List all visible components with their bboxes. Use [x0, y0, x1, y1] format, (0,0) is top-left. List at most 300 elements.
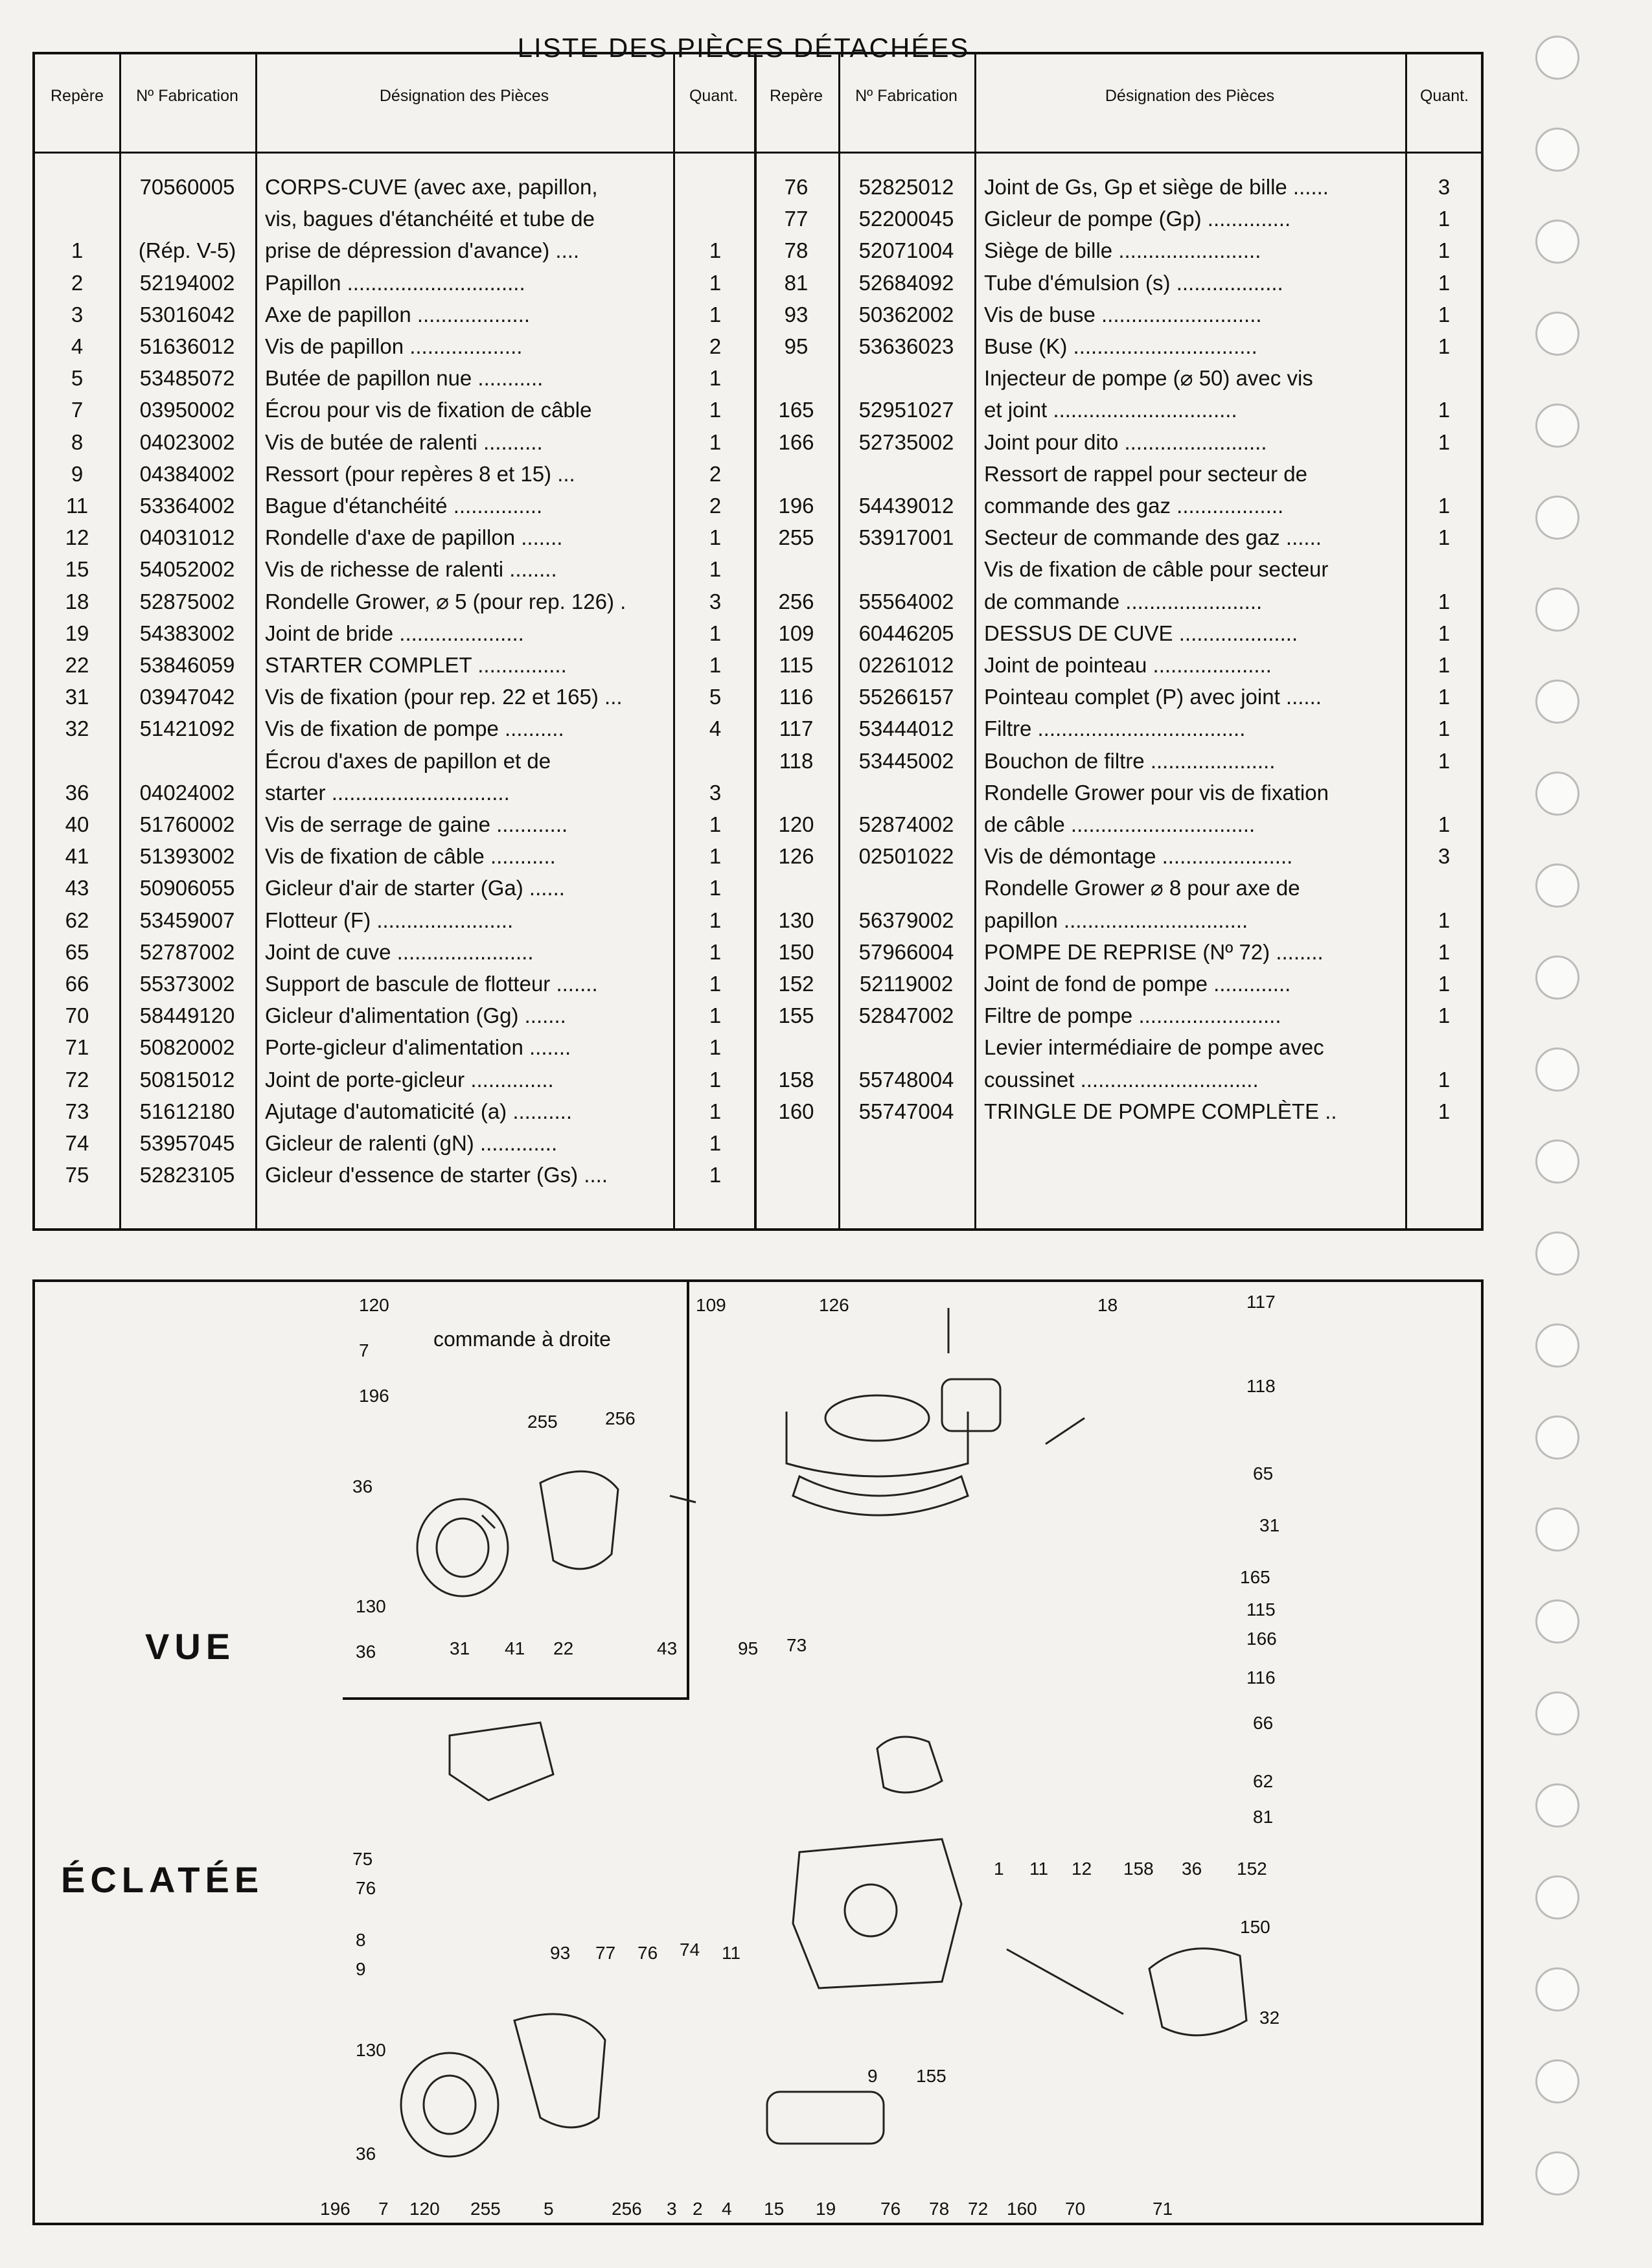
designation-cell: Gicleur de pompe (Gp) ..............	[984, 207, 1291, 231]
quantity-cell: 1	[1438, 653, 1451, 677]
callout: 3	[667, 2199, 677, 2219]
callout: 196	[359, 1386, 389, 1406]
quantity-cell: 1	[709, 621, 722, 645]
binder-hole	[1535, 36, 1579, 80]
designation-cell: commande des gaz ..................	[984, 494, 1284, 518]
quantity-cell: 1	[1438, 1067, 1451, 1092]
fabrication-cell: 53917001	[858, 525, 954, 550]
fabrication-cell: 53957045	[139, 1131, 235, 1155]
quantity-cell: 1	[709, 430, 722, 454]
callout: 72	[968, 2199, 989, 2219]
callout: 36	[1182, 1859, 1202, 1879]
fabrication-cell: 53016042	[139, 302, 235, 326]
fabrication-cell: 52787002	[139, 939, 235, 964]
designation-cell: Joint pour dito ........................	[984, 430, 1267, 454]
fabrication-cell: 50906055	[139, 876, 235, 900]
callout: 15	[764, 2199, 785, 2219]
fabrication-cell: 02501022	[858, 844, 954, 869]
callout: 255	[527, 1412, 558, 1432]
repere-cell: 62	[65, 908, 89, 932]
designation-cell: Bouchon de filtre .....................	[984, 748, 1276, 773]
fabrication-cell: 55373002	[139, 972, 235, 996]
view-label: VUE	[145, 1626, 236, 1667]
quantity-cell: 1	[1438, 812, 1451, 836]
fabrication-cell: 58449120	[139, 1003, 235, 1028]
fabrication-cell: 52823105	[139, 1163, 235, 1187]
callout: 95	[738, 1638, 759, 1658]
designation-cell: Bague d'étanchéité ...............	[265, 494, 543, 518]
body-drawing	[793, 1839, 961, 1988]
repere-cell: 165	[778, 398, 814, 422]
designation-cell: Filtre de pompe ........................	[984, 1003, 1281, 1028]
repere-cell: 66	[65, 972, 89, 996]
quantity-cell: 1	[1438, 398, 1451, 422]
quantity-cell: 2	[709, 461, 722, 486]
callout: 65	[1253, 1463, 1274, 1483]
fabrication-cell: 51421092	[139, 716, 235, 741]
binder-hole	[1535, 1231, 1579, 1276]
callout: 19	[816, 2199, 836, 2219]
quantity-cell: 1	[709, 939, 722, 964]
binder-hole	[1535, 1875, 1579, 1919]
quantity-cell: 1	[709, 876, 722, 900]
callout: 120	[409, 2199, 440, 2219]
quantity-cell: 1	[709, 238, 722, 263]
callout: 120	[359, 1295, 389, 1315]
callout: 165	[1240, 1567, 1270, 1587]
float-drawing	[877, 1737, 942, 1793]
binder-hole	[1535, 680, 1579, 724]
callout: 109	[696, 1295, 726, 1315]
quantity-cell: 1	[1438, 972, 1451, 996]
fabrication-cell: 53636023	[858, 334, 954, 358]
binder-hole	[1535, 1783, 1579, 1827]
fabrication-cell: 50362002	[858, 302, 954, 326]
designation-cell: de câble ...............................	[984, 812, 1256, 836]
quantity-cell: 1	[1438, 589, 1451, 613]
repere-cell: 109	[778, 621, 814, 645]
quantity-cell: 2	[709, 334, 722, 358]
repere-cell: 65	[65, 939, 89, 964]
callout: 36	[356, 2144, 376, 2164]
repere-cell: 31	[65, 685, 89, 709]
quantity-cell: 1	[1438, 238, 1451, 263]
fabrication-cell: 52874002	[858, 812, 954, 836]
designation-cell: Secteur de commande des gaz ......	[984, 525, 1322, 550]
quantity-cell: 1	[709, 812, 722, 836]
designation-cell: DESSUS DE CUVE ....................	[984, 621, 1298, 645]
header-quantite: Quant.	[689, 87, 739, 105]
designation-cell: et joint ...............................	[984, 398, 1237, 422]
binder-hole	[1535, 772, 1579, 816]
callout: 2	[693, 2199, 703, 2219]
callout: 9	[356, 1959, 366, 1979]
binder-hole	[1535, 1599, 1579, 1644]
designation-cell: Ressort de rappel pour secteur de	[984, 461, 1307, 486]
quantity-cell: 3	[709, 780, 722, 805]
repere-cell: 43	[65, 876, 89, 900]
lower-spring-drawing	[401, 2053, 498, 2157]
callout: 8	[356, 1930, 366, 1950]
designation-cell: CORPS-CUVE (avec axe, papillon,	[265, 175, 598, 199]
quantity-cell: 1	[1438, 525, 1451, 550]
fabrication-cell: 52200045	[858, 207, 954, 231]
callout: 9	[867, 2066, 878, 2086]
inset-label: commande à droite	[433, 1327, 611, 1351]
designation-cell: Vis de fixation de câble pour secteur	[984, 557, 1329, 582]
quantity-cell: 1	[709, 1003, 722, 1028]
repere-cell: 95	[784, 334, 809, 358]
designation-cell: Vis de butée de ralenti ..........	[265, 430, 543, 454]
repere-cell: 130	[778, 908, 814, 932]
callout: 32	[1259, 2008, 1280, 2028]
binder-hole	[1535, 1048, 1579, 1092]
callout: 71	[1153, 2199, 1173, 2219]
repere-cell: 78	[784, 238, 809, 263]
binder-hole	[1535, 1967, 1579, 2011]
gasket-drawing	[793, 1476, 968, 1515]
designation-cell: POMPE DE REPRISE (Nº 72) ........	[984, 939, 1324, 964]
repere-cell: 81	[784, 270, 809, 295]
fabrication-cell: 52875002	[139, 589, 235, 613]
binder-hole	[1535, 588, 1579, 632]
fabrication-cell: 55564002	[858, 589, 954, 613]
designation-cell: papillon ...............................	[984, 908, 1248, 932]
designation-cell: Siège de bille ........................	[984, 238, 1261, 263]
designation-cell: prise de dépression d'avance) ....	[265, 238, 580, 263]
table-header	[35, 54, 1481, 154]
fabrication-cell: 55748004	[858, 1067, 954, 1092]
repere-cell: 71	[65, 1035, 89, 1060]
header-designation-right: Désignation des Pièces	[1105, 87, 1275, 105]
designation-cell: Vis de fixation (pour rep. 22 et 165) ...	[265, 685, 623, 709]
binder-hole	[1535, 864, 1579, 908]
repere-cell: 115	[779, 653, 814, 677]
callout: 130	[356, 1596, 386, 1616]
repere-cell: 75	[65, 1163, 89, 1187]
designation-cell: de commande .......................	[984, 589, 1263, 613]
fabrication-cell: 50815012	[139, 1067, 235, 1092]
designation-cell: Butée de papillon nue ...........	[265, 366, 544, 391]
quantity-cell: 1	[1438, 908, 1451, 932]
fabrication-cell: 03947042	[139, 685, 235, 709]
fabrication-cell: 54439012	[858, 494, 954, 518]
callout: 76	[880, 2199, 901, 2219]
callout: 66	[1253, 1713, 1274, 1733]
repere-cell: 7	[71, 398, 84, 422]
designation-cell: Levier intermédiaire de pompe avec	[984, 1035, 1324, 1060]
fabrication-cell: 57966004	[858, 939, 954, 964]
repere-cell: 5	[71, 366, 84, 391]
parts-table	[32, 52, 1484, 1231]
designation-cell: Gicleur d'essence de starter (Gs) ....	[265, 1163, 608, 1187]
fabrication-cell: 02261012	[858, 653, 954, 677]
repere-cell: 70	[65, 1003, 89, 1028]
repere-cell: 77	[784, 207, 809, 231]
repere-cell: 93	[784, 302, 809, 326]
repere-cell: 126	[778, 844, 814, 869]
callout: 118	[1246, 1376, 1276, 1396]
designation-cell: Vis de démontage ......................	[984, 844, 1293, 869]
col-divider	[255, 54, 257, 1228]
designation-cell: Joint de bride .....................	[265, 621, 524, 645]
binder-hole	[1535, 496, 1579, 540]
callout: 18	[1097, 1295, 1118, 1315]
title-text: LISTE DES PIÈCES DÉTACHÉES	[499, 32, 988, 63]
callout: 152	[1237, 1859, 1267, 1879]
fabrication-cell: 54052002	[139, 557, 235, 582]
binder-hole	[1535, 404, 1579, 448]
cover-drawing	[825, 1395, 929, 1441]
callout: 7	[378, 2199, 389, 2219]
quantity-cell: 3	[1438, 175, 1451, 199]
designation-cell: Ajutage d'automaticité (a) ..........	[265, 1099, 573, 1123]
designation-cell: Rondelle Grower pour vis de fixation	[984, 780, 1329, 805]
callout: 41	[505, 1638, 525, 1658]
designation-cell: Porte-gicleur d'alimentation .......	[265, 1035, 571, 1060]
binder-hole	[1535, 1507, 1579, 1552]
designation-cell: Joint de fond de pompe .............	[984, 972, 1291, 996]
quantity-cell: 1	[1438, 207, 1451, 231]
callout: 160	[1007, 2199, 1037, 2219]
callout: 11	[722, 1943, 741, 1963]
quantity-cell: 3	[1438, 844, 1451, 869]
designation-cell: Gicleur d'alimentation (Gg) .......	[265, 1003, 566, 1028]
callout: 78	[929, 2199, 950, 2219]
callout: 255	[470, 2199, 501, 2219]
binder-hole	[1535, 220, 1579, 264]
callout: 5	[544, 2199, 554, 2219]
fabrication-cell: 52684092	[858, 270, 954, 295]
repere-cell: 32	[65, 716, 89, 741]
repere-cell: 11	[65, 494, 89, 518]
repere-cell: 3	[71, 302, 84, 326]
designation-cell: Filtre ...................................	[984, 716, 1246, 741]
repere-cell: 1	[71, 238, 84, 263]
callout: 76	[637, 1943, 658, 1963]
repere-cell: 120	[778, 812, 814, 836]
binder-hole	[1535, 128, 1579, 172]
repere-cell: 72	[65, 1067, 89, 1092]
quantity-cell: 1	[1438, 1003, 1451, 1028]
quantity-cell: 1	[709, 1131, 722, 1155]
callout: 74	[680, 1940, 700, 1960]
callout: 155	[916, 2066, 946, 2086]
designation-cell: Vis de papillon ...................	[265, 334, 523, 358]
designation-cell: Joint de Gs, Gp et siège de bille ......	[984, 175, 1329, 199]
designation-cell: Pointeau complet (P) avec joint ......	[984, 685, 1322, 709]
repere-cell: 22	[65, 653, 89, 677]
callout: 73	[786, 1635, 807, 1655]
repere-cell: 166	[778, 430, 814, 454]
fabrication-cell: 56379002	[858, 908, 954, 932]
callout: 150	[1240, 1917, 1270, 1937]
callout: 31	[450, 1638, 470, 1658]
binder-hole	[1535, 956, 1579, 1000]
designation-cell: Axe de papillon ...................	[265, 302, 531, 326]
designation-cell: Support de bascule de flotteur .......	[265, 972, 598, 996]
fabrication-cell: 51760002	[139, 812, 235, 836]
quantity-cell: 1	[1438, 716, 1451, 741]
quantity-cell: 1	[1438, 1099, 1451, 1123]
binder-hole	[1535, 1691, 1579, 1735]
fabrication-cell: 55747004	[858, 1099, 954, 1123]
binder-hole	[1535, 312, 1579, 356]
repere-cell: 256	[778, 589, 814, 613]
callout: 115	[1246, 1599, 1276, 1620]
quantity-cell: 5	[709, 685, 722, 709]
designation-cell: coussinet ..............................	[984, 1067, 1259, 1092]
quantity-cell: 1	[709, 1099, 722, 1123]
exploded-label: ÉCLATÉE	[61, 1859, 264, 1900]
repere-cell: 36	[65, 780, 89, 805]
fabrication-cell: 04023002	[139, 430, 235, 454]
quantity-cell: 1	[709, 1067, 722, 1092]
quantity-cell: 1	[1438, 270, 1451, 295]
quantity-cell: 1	[1438, 302, 1451, 326]
designation-cell: Rondelle Grower, ⌀ 5 (pour rep. 126) .	[265, 589, 626, 613]
binder-hole	[1535, 1140, 1579, 1184]
fabrication-cell: (Rép. V-5)	[138, 238, 236, 263]
fabrication-cell: 52071004	[858, 238, 954, 263]
header-repere: Repère	[51, 87, 104, 105]
callout: 11	[1029, 1859, 1049, 1879]
fabrication-cell: 53445002	[858, 748, 954, 773]
exploded-diagram	[32, 1279, 1484, 2225]
header-fabrication-right: Nº Fabrication	[855, 87, 958, 105]
designation-cell: Joint de cuve .......................	[265, 939, 534, 964]
fabrication-cell: 51636012	[139, 334, 235, 358]
binder-hole	[1535, 1323, 1579, 1368]
callout: 81	[1253, 1807, 1274, 1827]
repere-cell: 18	[65, 589, 89, 613]
callout: 43	[657, 1638, 678, 1658]
binder-hole	[1535, 2151, 1579, 2195]
callout: 1	[994, 1859, 1004, 1879]
designation-cell: Vis de fixation de pompe ..........	[265, 716, 564, 741]
callout: 166	[1246, 1629, 1277, 1649]
fabrication-cell: 53364002	[139, 494, 235, 518]
designation-cell: Gicleur de ralenti (gN) .............	[265, 1131, 558, 1155]
designation-cell: Vis de richesse de ralenti ........	[265, 557, 557, 582]
header-designation: Désignation des Pièces	[379, 87, 549, 105]
quantity-cell: 1	[709, 366, 722, 391]
callout: 117	[1246, 1292, 1276, 1312]
designation-cell: Vis de serrage de gaine ............	[265, 812, 568, 836]
quantity-cell: 2	[709, 494, 722, 518]
starter-drawing	[450, 1723, 553, 1800]
designation-cell: Flotteur (F) .......................	[265, 908, 514, 932]
quantity-cell: 1	[1438, 494, 1451, 518]
fabrication-cell: 53444012	[858, 716, 954, 741]
repere-cell: 160	[778, 1099, 814, 1123]
fabrication-cell: 53459007	[139, 908, 235, 932]
fabrication-cell: 55266157	[858, 685, 954, 709]
quantity-cell: 1	[709, 398, 722, 422]
designation-cell: Joint de pointeau ....................	[984, 653, 1272, 677]
fabrication-cell: 53485072	[139, 366, 235, 391]
header-quantite-right: Quant.	[1419, 87, 1469, 105]
fabrication-cell: 52951027	[858, 398, 954, 422]
repere-cell: 155	[778, 1003, 814, 1028]
fabrication-cell: 53846059	[139, 653, 235, 677]
quantity-cell: 1	[709, 302, 722, 326]
repere-cell: 2	[71, 270, 84, 295]
repere-cell: 116	[779, 685, 814, 709]
repere-cell: 117	[779, 716, 814, 741]
callout: 75	[352, 1849, 373, 1869]
fabrication-cell: 60446205	[858, 621, 954, 645]
header-fabrication: Nº Fabrication	[136, 87, 238, 105]
callout: 77	[595, 1943, 616, 1963]
callout: 31	[1259, 1515, 1280, 1535]
quantity-cell: 1	[1438, 621, 1451, 645]
fabrication-cell: 04384002	[139, 461, 235, 486]
designation-cell: starter ..............................	[265, 780, 510, 805]
fabrication-cell: 70560005	[139, 175, 235, 199]
fabrication-cell: 04031012	[139, 525, 235, 550]
header-repere-right: Repère	[770, 87, 823, 105]
quantity-cell: 1	[709, 525, 722, 550]
designation-cell: Injecteur de pompe (⌀ 50) avec vis	[984, 366, 1313, 391]
pump-rod-drawing	[1007, 1949, 1123, 2014]
quantity-cell: 1	[709, 557, 722, 582]
repere-cell: 152	[778, 972, 814, 996]
callout: 4	[722, 2199, 732, 2219]
fabrication-cell: 52735002	[858, 430, 954, 454]
callout: 158	[1123, 1859, 1154, 1879]
fabrication-cell: 54383002	[139, 621, 235, 645]
repere-cell: 150	[778, 939, 814, 964]
designation-cell: Buse (K) ...............................	[984, 334, 1257, 358]
fabrication-cell: 52847002	[858, 1003, 954, 1028]
callout: 130	[356, 2040, 386, 2060]
designation-cell: Vis de fixation de câble ...........	[265, 844, 556, 869]
quantity-cell: 1	[1438, 430, 1451, 454]
repere-cell: 8	[71, 430, 84, 454]
callout: 196	[320, 2199, 350, 2219]
repere-cell: 4	[71, 334, 84, 358]
quantity-cell: 1	[709, 1163, 722, 1187]
designation-cell: Vis de buse ...........................	[984, 302, 1262, 326]
repere-cell: 196	[778, 494, 814, 518]
quantity-cell: 1	[1438, 939, 1451, 964]
repere-cell: 73	[65, 1099, 89, 1123]
repere-cell: 40	[65, 812, 89, 836]
lower-sector-drawing	[514, 2014, 605, 2127]
quantity-cell: 1	[1438, 685, 1451, 709]
repere-cell: 9	[71, 461, 84, 486]
repere-cell: 255	[778, 525, 814, 550]
callout: 70	[1065, 2199, 1086, 2219]
quantity-cell: 1	[1438, 748, 1451, 773]
callout: 256	[605, 1408, 636, 1428]
quantity-cell: 1	[1438, 334, 1451, 358]
quantity-cell: 1	[709, 1035, 722, 1060]
repere-cell: 41	[65, 844, 89, 869]
binder-hole	[1535, 2059, 1579, 2103]
fabrication-cell: 50820002	[139, 1035, 235, 1060]
quantity-cell: 1	[709, 972, 722, 996]
repere-cell: 76	[784, 175, 809, 199]
fabrication-cell: 52194002	[139, 270, 235, 295]
designation-cell: vis, bagues d'étanchéité et tube de	[265, 207, 595, 231]
quantity-cell: 1	[709, 908, 722, 932]
repere-cell: 15	[65, 557, 89, 582]
callout: 116	[1246, 1667, 1276, 1688]
designation-cell: Ressort (pour repères 8 et 15) ...	[265, 461, 575, 486]
fabrication-cell: 51612180	[139, 1099, 235, 1123]
